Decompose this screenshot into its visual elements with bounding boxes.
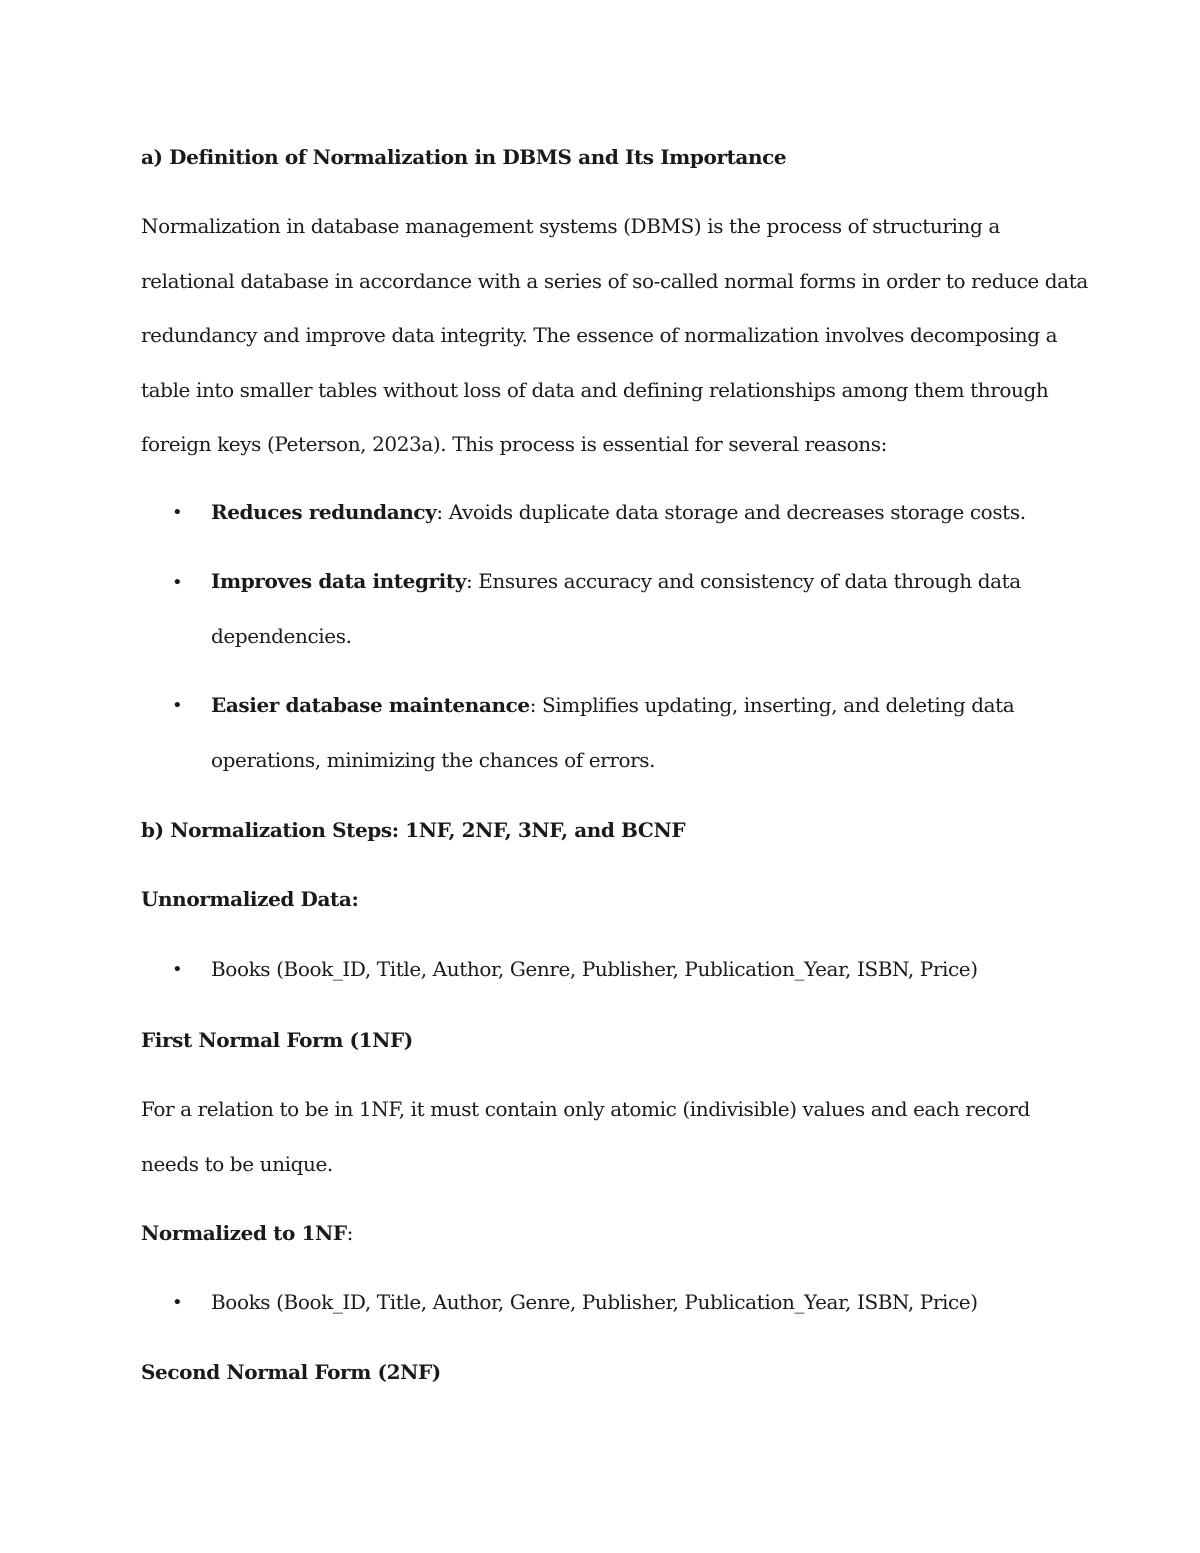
second-nf-heading: Second Normal Form (2NF) — [141, 1360, 441, 1384]
bullet-icon: • — [172, 695, 183, 716]
paragraph-line: redundancy and improve data integrity. The essence of normalization involves decomposing a — [141, 323, 1058, 347]
bullet-icon: • — [172, 572, 183, 593]
bullet-description: Books (Book_ID, Title, Author, Genre, Publisher, Publication_Year, ISBN, Price) — [211, 1290, 978, 1314]
bullet-description: Books (Book_ID, Title, Author, Genre, Publisher, Publication_Year, ISBN, Price) — [211, 957, 978, 981]
paragraph-line: Normalization in database management systems (DBMS) is the process of structuring a — [141, 214, 1000, 238]
heading-colon: : — [346, 1221, 353, 1245]
bullet-icon: • — [172, 1292, 183, 1313]
bullet-description: : Simplifies updating, inserting, and deleting data — [529, 693, 1015, 717]
paragraph-line: foreign keys (Peterson, 2023a). This process is essential for several reasons: — [141, 432, 887, 456]
section-a-paragraph — [141, 199, 1088, 472]
bullet-term: Easier database maintenance — [211, 693, 530, 717]
bullet-item-improves-data-integrity — [211, 554, 1091, 663]
first-nf-paragraph — [141, 1082, 1061, 1191]
unnormalized-bullet — [211, 942, 1091, 997]
bullet-description: dependencies. — [211, 623, 352, 648]
bullet-icon: • — [172, 959, 183, 980]
bullet-item-easier-maintenance — [211, 678, 1091, 787]
normalized-1nf-bullet — [211, 1275, 1091, 1330]
section-a-heading: a) Definition of Normalization in DBMS and Its Importance — [141, 145, 787, 169]
normalized-1nf-heading — [141, 1220, 353, 1246]
normalized-1nf-heading-text: Normalized to 1NF — [141, 1221, 347, 1245]
paragraph-line: table into smaller tables without loss of data and defining relationships among them through — [141, 377, 1049, 402]
paragraph-line: relational database in accordance with a series of so-called normal forms in order to reduce data — [141, 268, 1088, 293]
section-b-heading: b) Normalization Steps: 1NF, 2NF, 3NF, and BCNF — [141, 818, 686, 842]
bullet-term: Reduces redundancy — [211, 500, 437, 524]
bullet-description: : Ensures accuracy and consistency of data through data — [465, 569, 1021, 593]
bullet-term: Improves data integrity — [211, 569, 466, 593]
unnormalized-heading: Unnormalized Data: — [141, 887, 359, 911]
bullet-description: operations, minimizing the chances of errors. — [211, 747, 656, 772]
bullet-item-reduces-redundancy — [211, 485, 1091, 540]
bullet-description: : Avoids duplicate data storage and decreases storage costs. — [436, 500, 1026, 524]
bullet-icon: • — [172, 502, 183, 523]
first-nf-heading: First Normal Form (1NF) — [141, 1028, 413, 1052]
paragraph-line: For a relation to be in 1NF, it must contain only atomic (indivisible) values and each record — [141, 1097, 1030, 1121]
paragraph-line: needs to be unique. — [141, 1151, 333, 1176]
